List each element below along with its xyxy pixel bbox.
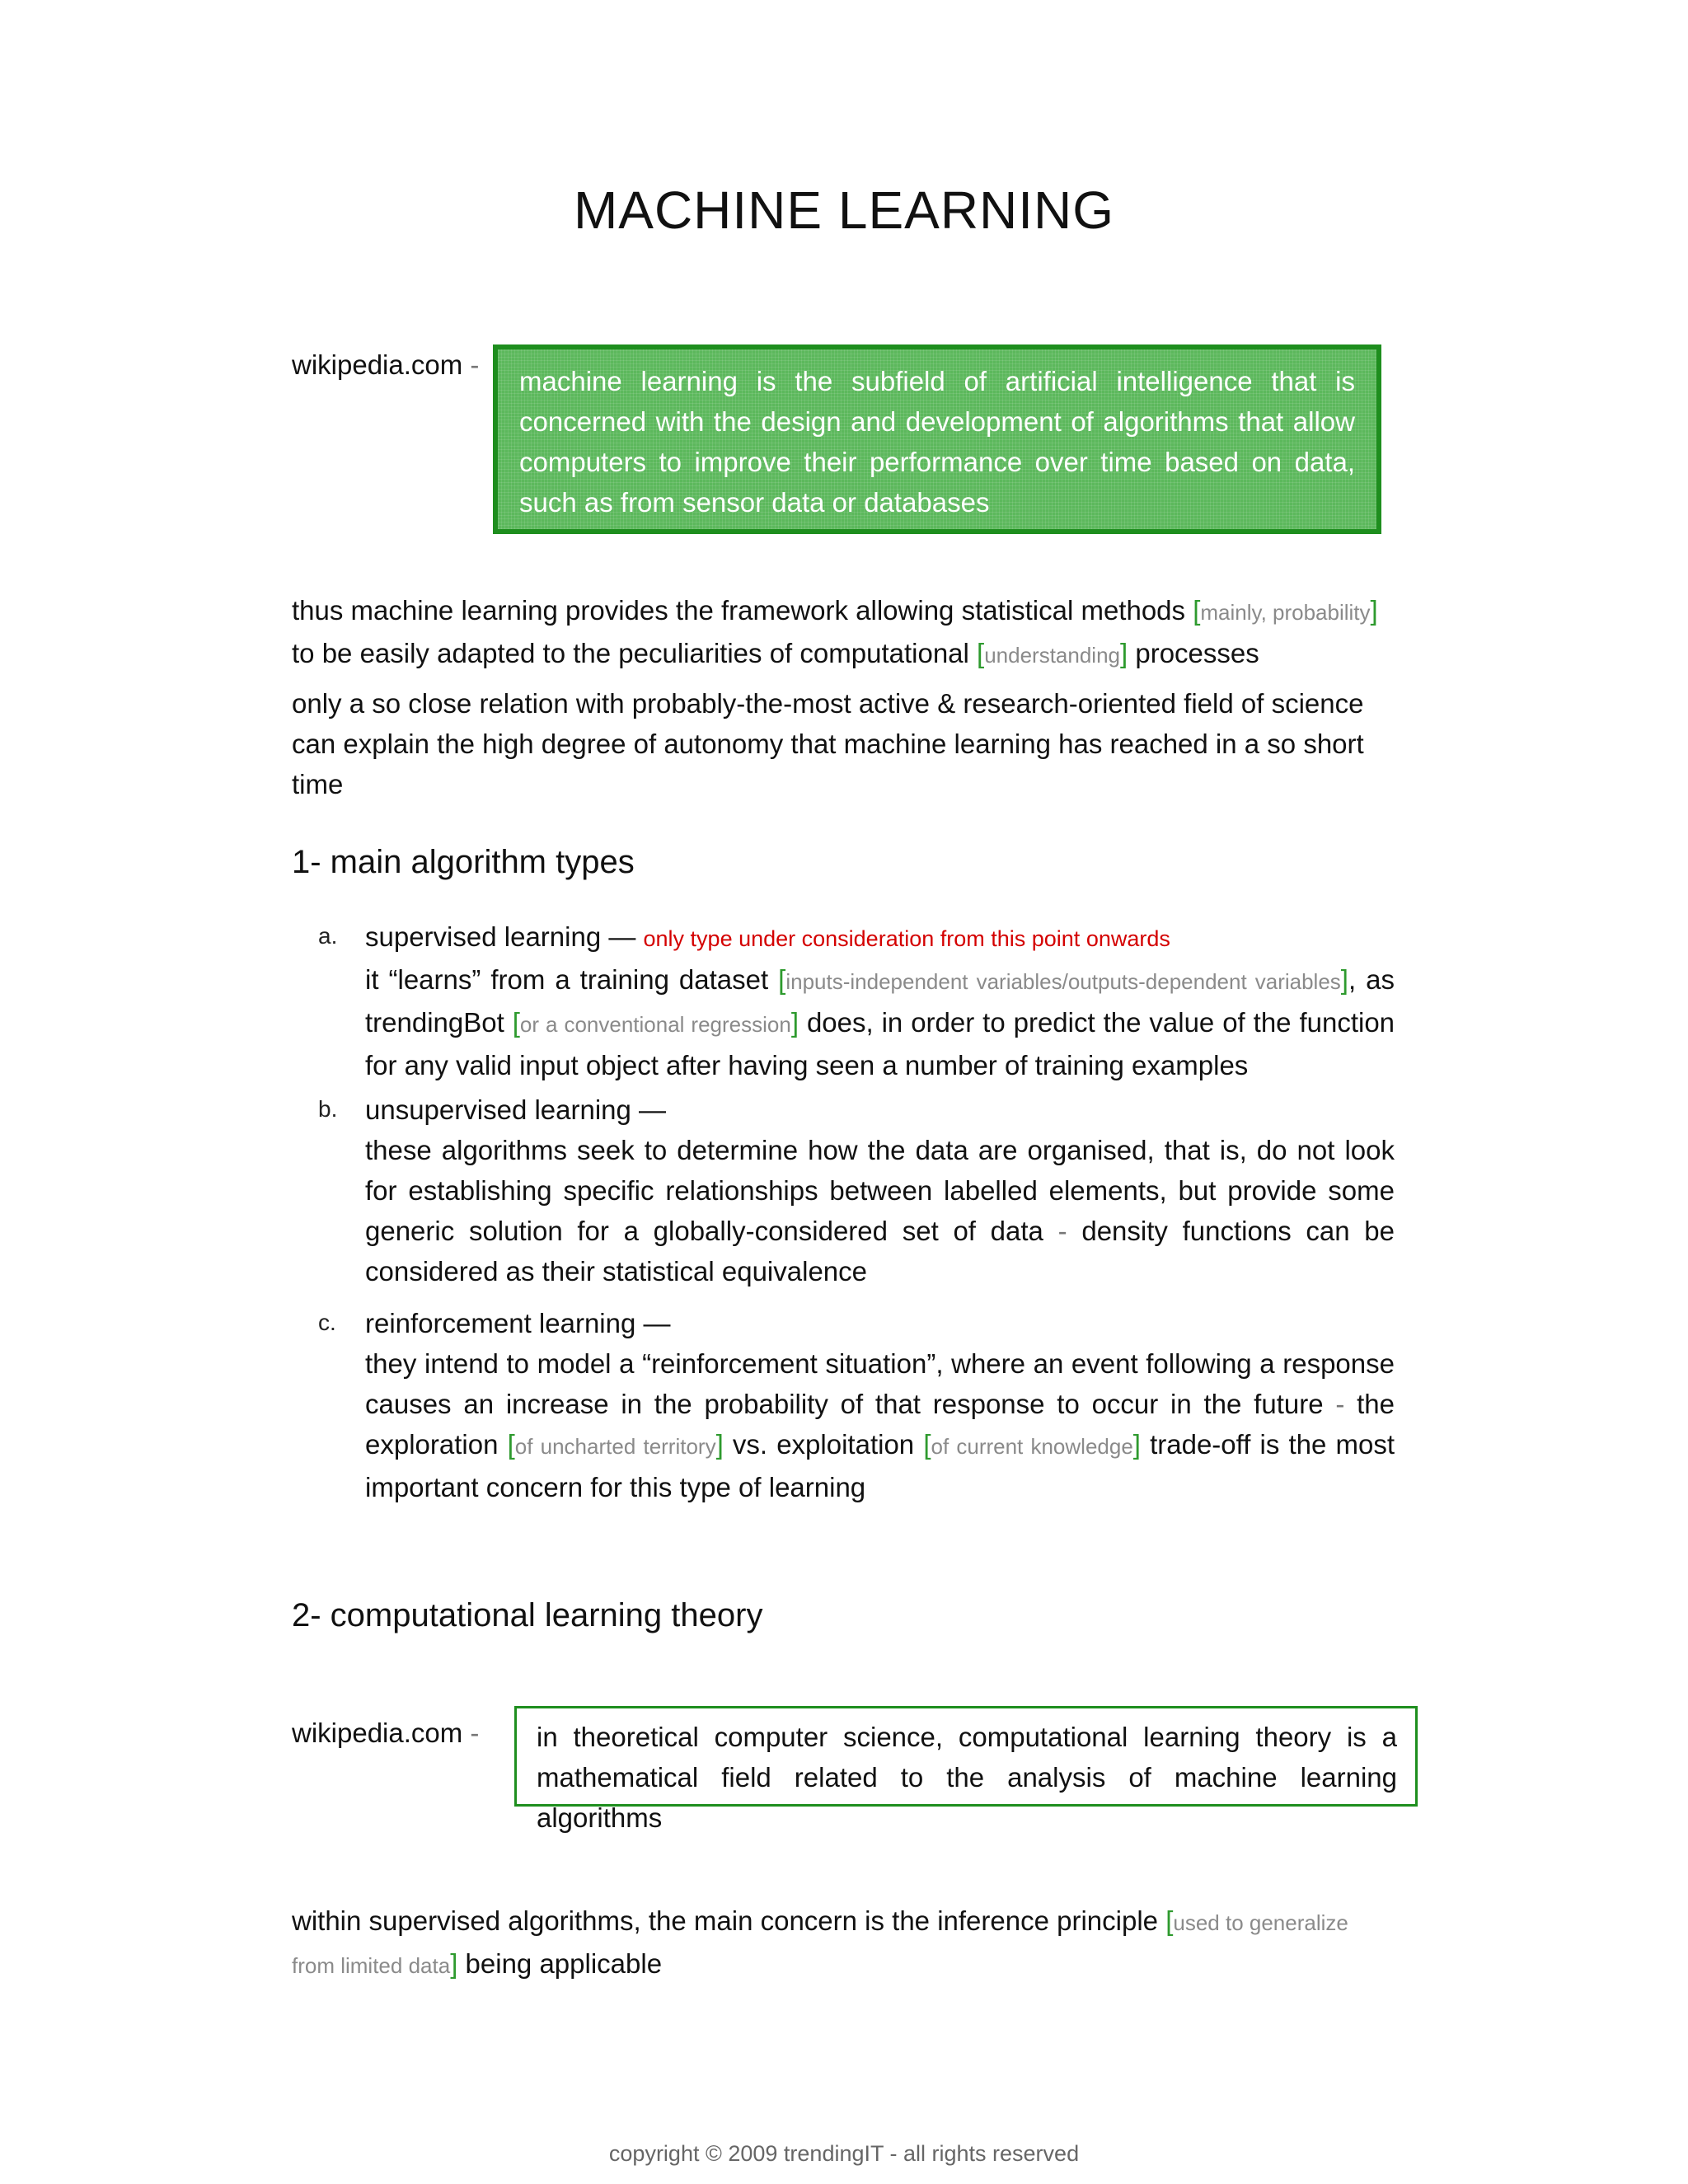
item-text: they intend to model a “reinforcement situation”, where an event following a response causes an increase in the probability of that response to occur in the future [365, 1348, 1395, 1419]
definition-box-learning-theory: in theoretical computer science, computational learning theory is a mathematical field related to the analysis of machine learning algorithms [514, 1706, 1418, 1807]
item-text: these algorithms seek to determine how the data are organised, that is, do not look for establishing specific relationships between labelled elements, but provide some generic solution for a globally-considered set of data [365, 1135, 1395, 1246]
item-text: does, in order to predict the value of the function for any valid input object after having seen a number of training examples [365, 1007, 1395, 1080]
note-generalize: used to generalize from limited data [292, 1910, 1348, 1978]
item-title: supervised learning — [365, 921, 636, 952]
note-understanding: understanding [984, 643, 1121, 668]
item-text: trade-off is the most important concern for this type of learning [365, 1429, 1395, 1502]
item-text: density functions can be considered as their statistical equivalence [365, 1216, 1395, 1286]
intro-paragraph-1: thus machine learning provides the framework allowing statistical methods [mainly, probability] to be easily adapted to the peculiarities of computational [understanding] processes [292, 595, 1378, 668]
source-label [292, 1718, 479, 1749]
separator-dash: - [1335, 1389, 1345, 1419]
closing-text: being applicable [465, 1948, 663, 1979]
section-heading-learning-theory: 2- computational learning theory [292, 1597, 763, 1633]
intro-text: thus machine learning provides the framework allowing statistical methods [292, 595, 1186, 626]
source-dash: - [470, 349, 480, 380]
note-conventional-regression: or a conventional regression [519, 1012, 791, 1037]
list-item-reinforcement: reinforcement learning — they intend to model a “reinforcement situation”, where an event following a response causes an increase in the probability of that response to occur in the future - the exploration [of uncharted territory] vs. exploitation [of current knowledge] trade-off is the most important concern for this type of learning [365, 1308, 1395, 1502]
list-item-supervised: supervised learning — only type under consideration from this point onwards it “learns” from a training dataset [inputs-independent variables/outputs-dependent variables], as trendingBot [or a conventional regression] does, in order to predict the value of the function for any valid input object after having seen a number of training examples [365, 921, 1395, 1080]
intro-paragraph-2: only a so close relation with probably-the-most active & research-oriented field of science can explain the high degree of autonomy that machine learning has reached in a so short time [292, 688, 1364, 799]
item-text: vs. exploitation [732, 1429, 915, 1460]
source-dash: - [470, 1718, 480, 1748]
closing-paragraph: within supervised algorithms, the main concern is the inference principle [used to generalize from limited data] being applicable [292, 1905, 1348, 1979]
note-mainly-probability: mainly, probability [1200, 600, 1371, 625]
red-note-consideration: only type under consideration from this point onwards [643, 926, 1170, 951]
item-title: unsupervised learning — [365, 1094, 667, 1125]
note-current-knowledge: of current knowledge [931, 1434, 1133, 1459]
source-name: wikipedia.com [292, 1718, 463, 1748]
copyright-footer: copyright © 2009 trendingIT - all rights reserved [608, 2141, 1080, 2166]
intro-text: to be easily adapted to the peculiarities of computational [292, 638, 969, 668]
list-marker-b: b. [318, 1096, 338, 1122]
list-item-unsupervised [365, 1090, 1395, 1291]
item-text: the exploration [365, 1389, 1395, 1460]
item-text: , as trendingBot [365, 964, 1395, 1038]
list-marker-c: c. [318, 1310, 336, 1335]
item-text: it “learns” from a training dataset [365, 964, 769, 995]
closing-text: within supervised algorithms, the main concern is the inference principle [292, 1905, 1159, 1936]
section-heading-algorithm-types: 1- main algorithm types [292, 844, 635, 880]
note-uncharted-territory: of uncharted territory [514, 1434, 716, 1459]
source-label [292, 349, 479, 381]
definition-box-machine-learning: machine learning is the subfield of artificial intelligence that is concerned with the design and development of algorithms that allow computers to improve their performance over time based on data, such as from sensor data or databases [493, 344, 1381, 534]
intro-text: processes [1135, 638, 1259, 668]
item-title: reinforcement learning — [365, 1308, 671, 1338]
source-name: wikipedia.com [292, 349, 463, 380]
separator-dash: - [1057, 1216, 1067, 1246]
page-title: MACHINE LEARNING [573, 180, 1115, 240]
list-marker-a: a. [318, 923, 338, 949]
note-inputs-outputs: inputs-independent variables/outputs-dependent variables [785, 969, 1341, 994]
